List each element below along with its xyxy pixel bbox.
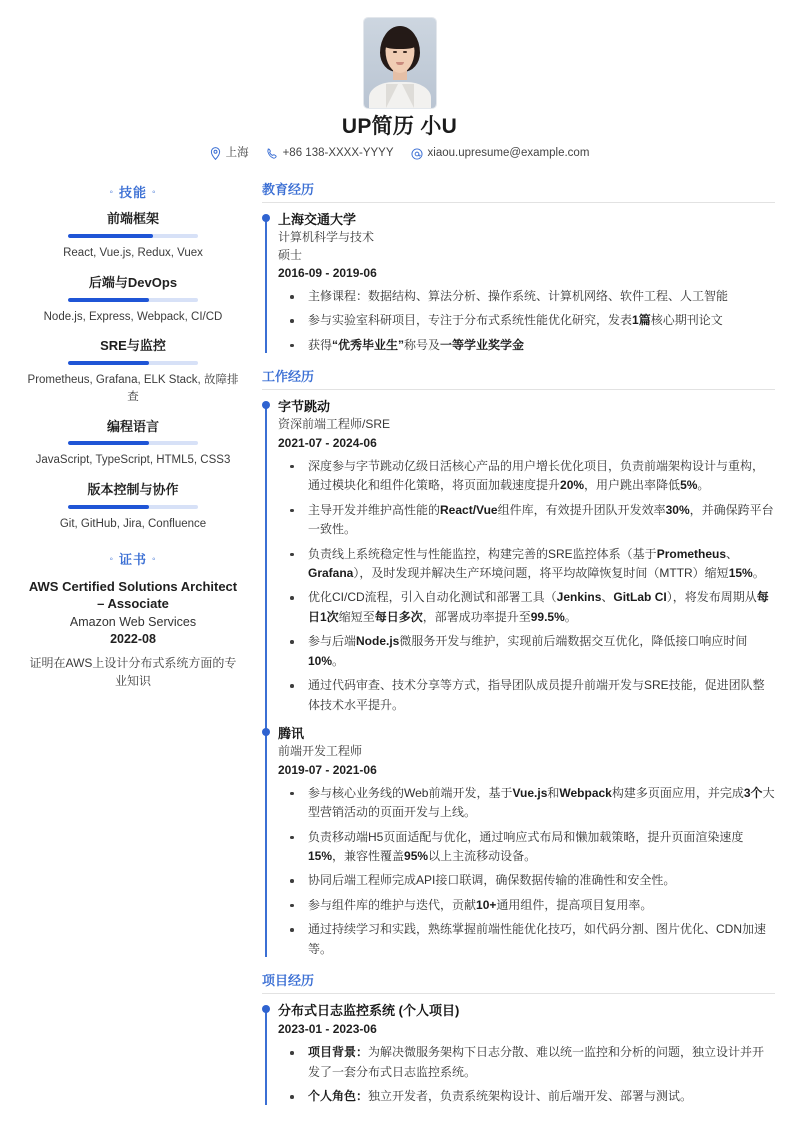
deco-circle-right: ◦ (152, 553, 157, 565)
skill-level-fill (68, 234, 153, 238)
contact-phone-text: +86 138-XXXX-YYYY (282, 146, 394, 159)
skills-section-title (24, 182, 242, 201)
work-role: 资深前端工程师/SRE (278, 417, 391, 432)
certificate-item (24, 578, 242, 690)
skill-items: Git, GitHub, Jira, Confluence (59, 518, 207, 530)
project-date: 2023-01 - 2023-06 (278, 1022, 377, 1037)
sidebar (24, 182, 256, 690)
bullet-item: 通过代码审查、技术分享等方式，指导团队成员提升前端开发与SRE技能，促进团队整体技术水平提升。 (278, 676, 775, 715)
skill-item (24, 211, 242, 262)
certificates-section-title (24, 549, 242, 568)
phone-icon (266, 148, 278, 160)
contact-location-text: 上海 (225, 146, 249, 159)
bullet-item: 协同后端工程师完成API接口联调，确保数据传输的准确性和安全性。 (278, 871, 775, 890)
contact-row (24, 147, 775, 160)
avatar-lapel-right (402, 84, 414, 108)
bullet-item: 主导开发并维护高性能的React/Vue组件库，有效提升团队开发效率30%，并确保跨平台一致性。 (278, 501, 775, 540)
skill-item (24, 275, 242, 326)
skills-title-text: 技能 (118, 185, 147, 201)
work-bullets (278, 784, 775, 960)
work-date: 2021-07 - 2024-06 (278, 435, 377, 450)
project-name-suffix: (个人项目) (395, 1003, 460, 1019)
skill-name: 后端与DevOps (88, 274, 178, 290)
skill-level-fill (68, 441, 149, 445)
project-name-text: 分布式日志监控系统 (278, 1003, 396, 1019)
project-entry (278, 1002, 775, 1107)
skill-item (24, 419, 242, 470)
contact-email-text: xiaou.upresume@example.com (427, 146, 590, 159)
projects-timeline (262, 1002, 775, 1107)
contact-location (210, 147, 249, 160)
certificate-description: 证明在AWS上设计分布式系统方面的专业知识 (29, 656, 237, 689)
deco-circle-left: ◦ (109, 187, 114, 199)
main-content (256, 182, 775, 1120)
email-at-icon (411, 148, 423, 160)
bullet-item: 参与实验室科研项目，专注于分布式系统性能优化研究，发表1篇核心期刊论文 (278, 311, 775, 330)
skill-level-fill (68, 298, 149, 302)
skill-level-bar (68, 234, 198, 238)
work-company: 腾讯 (278, 726, 305, 742)
education-date: 2016-09 - 2019-06 (278, 266, 377, 281)
bullet-item: 参与核心业务线的Web前端开发，基于Vue.js和Webpack构建多页面应用，并完成3个大型营销活动的页面开发与上线。 (278, 784, 775, 823)
education-timeline (262, 211, 775, 355)
work-bullets (278, 457, 775, 715)
skill-level-bar (68, 298, 198, 302)
skill-name: SRE与监控 (100, 338, 166, 354)
location-pin-icon (210, 147, 221, 160)
education-school: 上海交通大学 (278, 212, 357, 228)
work-timeline (262, 398, 775, 959)
bullet-item: 参与组件库的维护与迭代，贡献10+通用组件，提高项目复用率。 (278, 896, 775, 915)
project-name (278, 1002, 775, 1020)
work-section (262, 369, 775, 959)
certificates-title-text: 证书 (118, 551, 147, 567)
bullet-item: 通过持续学习和实践，熟练掌握前端性能优化技巧，如代码分割、图片优化、CDN加速等。 (278, 920, 775, 959)
skill-level-bar (68, 441, 198, 445)
certificate-name: AWS Certified Solutions Architect – Associate (28, 578, 238, 612)
projects-section (262, 973, 775, 1106)
skill-items: Node.js, Express, Webpack, CI/CD (43, 310, 223, 323)
certificate-org: Amazon Web Services (69, 614, 197, 629)
skill-level-fill (68, 505, 149, 509)
avatar-fringe (383, 33, 417, 49)
page-title: UP简历 小U (341, 115, 458, 138)
work-company: 字节跳动 (278, 399, 331, 415)
education-entry (278, 211, 775, 355)
deco-circle-right: ◦ (152, 187, 157, 199)
skill-items: Prometheus, Grafana, ELK Stack, 故障排查 (27, 374, 239, 403)
bullet-item: 负责移动端H5页面适配与优化，通过响应式布局和懒加载策略，提升页面渲染速度15%，兼容性覆盖95%以上主流移动设备。 (278, 828, 775, 867)
education-section (262, 182, 775, 355)
bullet-item: 优化CI/CD流程，引入自动化测试和部署工具（Jenkins、GitLab CI），将发布周期从每日1次缩短至每日多次，部署成功率提升至99.5%。 (278, 588, 775, 627)
bullet-item: 主修课程：数据结构、算法分析、操作系统、计算机网络、软件工程、人工智能 (278, 287, 775, 306)
certificate-date: 2022-08 (110, 631, 156, 646)
skill-items: React, Vue.js, Redux, Vuex (63, 247, 203, 260)
skill-level-bar (68, 361, 198, 365)
work-section-title: 工作经历 (262, 369, 775, 390)
avatar-eye-right (403, 51, 407, 53)
education-major: 计算机科学与技术 (278, 230, 375, 245)
contact-phone (266, 148, 394, 160)
projects-section-title: 项目经历 (262, 973, 775, 994)
resume-header (24, 18, 775, 166)
avatar-body (369, 82, 431, 108)
skill-level-bar (68, 505, 198, 509)
skills-list (24, 211, 242, 532)
avatar (364, 18, 436, 108)
contact-email (411, 148, 590, 160)
education-section-title: 教育经历 (262, 182, 775, 203)
deco-circle-left: ◦ (109, 553, 114, 565)
bullet-item: 深度参与字节跳动亿级日活核心产品的用户增长优化项目，负责前端架构设计与重构，通过模块化和组件化策略，将页面加载速度提升20%，用户跳出率降低5%。 (278, 457, 775, 496)
avatar-lapel-left (386, 84, 398, 108)
work-date: 2019-07 - 2021-06 (278, 762, 377, 777)
bullet-item: 项目背景：为解决微服务架构下日志分散、难以统一监控和分析的问题，独立设计并开发了一套分布式日志监控系统。 (278, 1043, 775, 1082)
bullet-item: 参与后端Node.js微服务开发与维护，实现前后端数据交互优化，降低接口响应时间10%。 (278, 632, 775, 671)
education-degree: 硕士 (278, 247, 303, 262)
work-entry (278, 725, 775, 959)
bullet-item: 个人角色：独立开发者，负责系统架构设计、前后端开发、部署与测试。 (278, 1087, 775, 1106)
education-bullets (278, 287, 775, 355)
skill-item (24, 338, 242, 405)
bullet-item: 负责线上系统稳定性与性能监控，构建完善的SRE监控体系（基于Prometheus、Grafana），及时发现并解决生产环境问题，将平均故障恢复时间（MTTR）缩短15%。 (278, 545, 775, 584)
work-role: 前端开发工程师 (278, 744, 363, 759)
skill-name: 版本控制与协作 (87, 482, 179, 498)
skill-name: 前端框架 (106, 211, 159, 227)
skill-items: JavaScript, TypeScript, HTML5, CSS3 (35, 454, 231, 467)
resume-body (24, 182, 775, 1120)
work-entry (278, 398, 775, 715)
avatar-eye-left (393, 51, 397, 53)
skill-item (24, 482, 242, 533)
bullet-item: 获得“优秀毕业生”称号及一等学业奖学金 (278, 336, 775, 355)
skill-name: 编程语言 (106, 418, 159, 434)
project-bullets (278, 1043, 775, 1106)
skill-level-fill (68, 361, 149, 365)
